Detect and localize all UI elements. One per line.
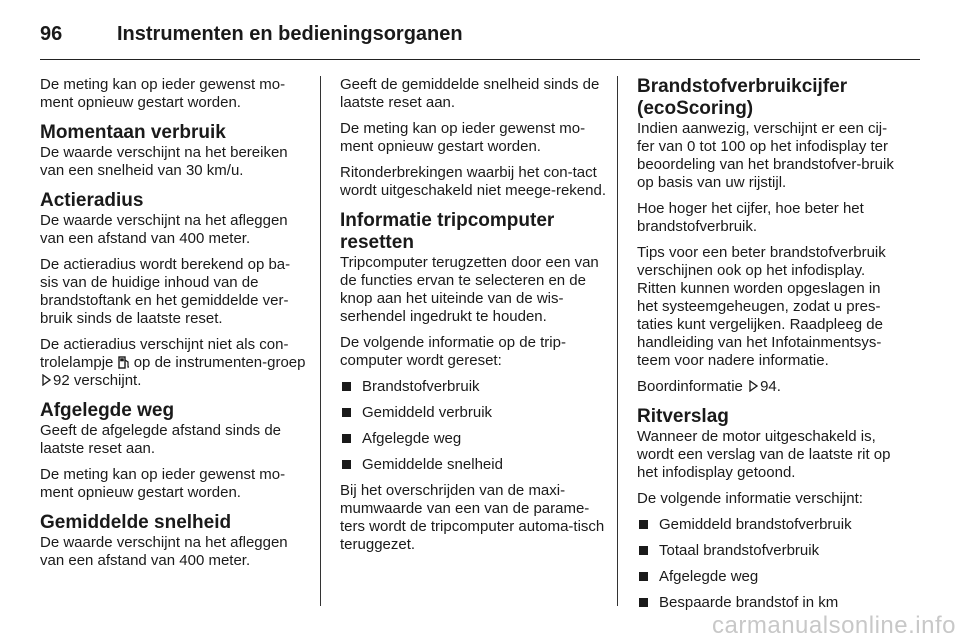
paragraph: De volgende informatie op de trip-computer wordt gereset: [340, 334, 566, 369]
list-item: Brandstofverbruik [340, 378, 606, 396]
list-item: Gemiddeld verbruik [340, 404, 606, 422]
page-reference-arrow-icon [42, 372, 51, 390]
paragraph: Bij het overschrijden van de maxi-mumwaarde van een van de parame-ters wordt de tripcomputer automa-tisch teruggezet. [340, 482, 605, 553]
bullet-icon [639, 572, 648, 581]
list-item: Gemiddelde snelheid [340, 456, 606, 474]
bullet-icon [639, 598, 648, 607]
paragraph: Indien aanwezig, verschijnt er een cij-fer van 0 tot 100 op het infodisplay ter beoordeling van het brandstofver-bruik op basis van uw rijstijl. [637, 120, 894, 191]
paragraph: Ritonderbrekingen waarbij het con-tact wordt uitgeschakeld niet meege-rekend. [340, 164, 606, 199]
reference-paragraph: Boordinformatie 94. [637, 378, 781, 395]
intro-paragraph: De meting kan op ieder gewenst mo-ment opnieuw gestart worden. [40, 76, 286, 111]
page-reference-arrow-icon [749, 378, 758, 396]
list-item: Afgelegde weg [340, 430, 606, 448]
page-reference[interactable]: 94. [760, 378, 781, 395]
paragraph: De waarde verschijnt na het bereiken van een snelheid van 30 km/u. [40, 144, 288, 179]
column-1 [40, 76, 306, 578]
trip-report-list [637, 516, 903, 612]
bullet-icon [639, 546, 648, 555]
list-item: Totaal brandstofverbruik [637, 542, 903, 560]
section-heading: Gemiddelde snelheid [40, 512, 232, 533]
column-2 [340, 76, 606, 562]
bullet-icon [342, 434, 351, 443]
bullet-icon [342, 460, 351, 469]
column-divider [320, 76, 321, 606]
section-heading: Momentaan verbruik [40, 122, 226, 143]
section-heading: Ritverslag [637, 406, 729, 427]
page-header [40, 14, 920, 54]
paragraph: Geeft de afgelegde afstand sinds de laatste reset aan. [40, 422, 282, 457]
paragraph: Geeft de gemiddelde snelheid sinds de laatste reset aan. [340, 76, 600, 111]
header-divider [40, 59, 920, 60]
paragraph-with-icon: De actieradius verschijnt niet als con-trolelampje op de instrumenten-groep 92 verschijnt. [40, 336, 306, 389]
bullet-icon [342, 382, 351, 391]
section-heading: Brandstofverbruikcijfer (ecoScoring) [637, 76, 848, 119]
paragraph: De actieradius wordt berekend op ba-sis van de huidige inhoud van de brandstoftank en het gemiddelde ver-bruik sinds de laatste reset. [40, 256, 291, 327]
bullet-icon [342, 408, 351, 417]
paragraph: Hoe hoger het cijfer, hoe beter het brandstofverbruik. [637, 200, 864, 235]
paragraph: Wanneer de motor uitgeschakeld is, wordt een verslag van de laatste rit op het infodisplay getoond. [637, 428, 891, 481]
page-reference[interactable]: 92 [53, 372, 70, 389]
paragraph: Tripcomputer terugzetten door een van de functies ervan te selecteren en de knop aan het uiteinde van de wis-serhendel ingedrukt te houden. [340, 254, 599, 325]
paragraph: De meting kan op ieder gewenst mo-ment opnieuw gestart worden. [340, 120, 586, 155]
list-item: Bespaarde brandstof in km [637, 594, 903, 612]
paragraph: De waarde verschijnt na het afleggen van een afstand van 400 meter. [40, 212, 288, 247]
page-title: Instrumenten en bedieningsorganen [117, 22, 463, 45]
section-heading: Actieradius [40, 190, 144, 211]
list-item: Gemiddeld brandstofverbruik [637, 516, 903, 534]
watermark: carmanualsonline.info [712, 612, 956, 639]
list-item: Afgelegde weg [637, 568, 903, 586]
bullet-icon [639, 520, 648, 529]
section-heading: Afgelegde weg [40, 400, 175, 421]
paragraph: De volgende informatie verschijnt: [637, 490, 863, 507]
reset-items-list [340, 378, 606, 474]
paragraph: De waarde verschijnt na het afleggen van een afstand van 400 meter. [40, 534, 288, 569]
column-3 [637, 76, 903, 620]
fuel-pump-icon [118, 354, 130, 371]
section-heading: Informatie tripcomputer resetten [340, 210, 555, 253]
paragraph: De meting kan op ieder gewenst mo-ment opnieuw gestart worden. [40, 466, 286, 501]
column-divider [617, 76, 618, 606]
page-number: 96 [40, 22, 63, 45]
paragraph: Tips voor een beter brandstofverbruik verschijnen ook op het infodisplay. Ritten kunnen worden opgeslagen in het systeemgeheugen, zodat u pres-taties kunt vergelijken. Raadpleeg de handleiding van het Infotainmentsys-teem voor nadere informatie. [637, 244, 886, 369]
